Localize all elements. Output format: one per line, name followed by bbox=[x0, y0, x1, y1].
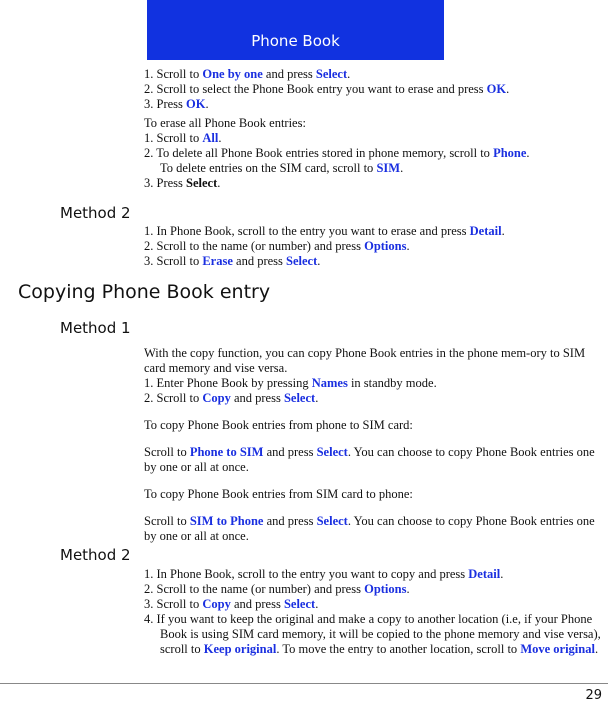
copy-to-sim: Scroll to Phone to SIM and press Select. You can choose to copy Phone Book entries one by one or all at once. bbox=[144, 445, 595, 474]
erase-all-step-2-cont: To delete entries on the SIM card, scroll to SIM. bbox=[160, 161, 404, 175]
copy-step-4: 4. If you want to keep the original and make a copy to another location (i.e, if your Phone Book is using SIM card memory, it will be copied to the phone memory and vise versa), scroll to Keep original. To move the entry to another location, scroll to Move original. bbox=[144, 612, 601, 656]
section-title-copying: Copying Phone Book entry bbox=[18, 281, 271, 303]
method-2-copy-steps: 1. In Phone Book, scroll to the entry you want to copy and press Detail. 2. Scroll to the name (or number) and press Options. 3. Scroll to Copy and press Select. 4. If you want to keep the original and make a copy to another location (i.e, if your Phone Book is using SIM card memory, it will be copied to the phone memory and vise versa), scroll to Keep original. To move the entry to another location, scroll to Move original. bbox=[144, 567, 604, 657]
page-number: 29 bbox=[585, 688, 602, 703]
chapter-title: Phone Book bbox=[251, 32, 340, 50]
copy-method-1-body: With the copy function, you can copy Phone Book entries in the phone mem-ory to SIM card memory and vise versa. 1. Enter Phone Book by pressing Names in standby mode. 2. Scroll to Copy and press Select. To copy Phone Book entries from phone to SIM card: Scroll to Phone to SIM and press Select. You can choose to copy Phone Book entries one by one or all at once. To copy Phone Book entries from SIM card to phone: Scroll to SIM to Phone and press Select. You can choose to copy Phone Book entries one by one or all at once. bbox=[144, 346, 604, 544]
chapter-banner bbox=[147, 0, 444, 60]
method-2-erase-heading: Method 2 bbox=[60, 204, 131, 222]
erase-step-1: 1. Scroll to One by one and press Select. bbox=[144, 67, 351, 81]
copy-to-phone-intro: To copy Phone Book entries from SIM card to phone: bbox=[144, 487, 413, 501]
method-2-copy-heading: Method 2 bbox=[60, 546, 131, 564]
footer-rule bbox=[0, 683, 608, 684]
erase-steps bbox=[144, 67, 604, 191]
erase-all-step-1: 1. Scroll to All. bbox=[144, 131, 222, 145]
method-1-copy-heading: Method 1 bbox=[60, 319, 131, 337]
copy-intro: With the copy function, you can copy Phone Book entries in the phone mem-ory to SIM card memory and vise versa. bbox=[144, 346, 586, 375]
erase-all-step-2: 2. To delete all Phone Book entries stored in phone memory, scroll to Phone. bbox=[144, 146, 530, 160]
erase-all-step-3: 3. Press Select. bbox=[144, 176, 221, 190]
copy-to-sim-intro: To copy Phone Book entries from phone to SIM card: bbox=[144, 418, 413, 432]
erase-all-intro: To erase all Phone Book entries: bbox=[144, 116, 306, 130]
copy-to-phone: Scroll to SIM to Phone and press Select. You can choose to copy Phone Book entries one by one or all at once. bbox=[144, 514, 595, 543]
erase-step-3: 3. Press OK. bbox=[144, 97, 209, 111]
erase-step-2: 2. Scroll to select the Phone Book entry you want to erase and press OK. bbox=[144, 82, 510, 96]
method-2-erase-steps: 1. In Phone Book, scroll to the entry you want to erase and press Detail. 2. Scroll to the name (or number) and press Options. 3. Scroll to Erase and press Select. bbox=[144, 224, 505, 268]
